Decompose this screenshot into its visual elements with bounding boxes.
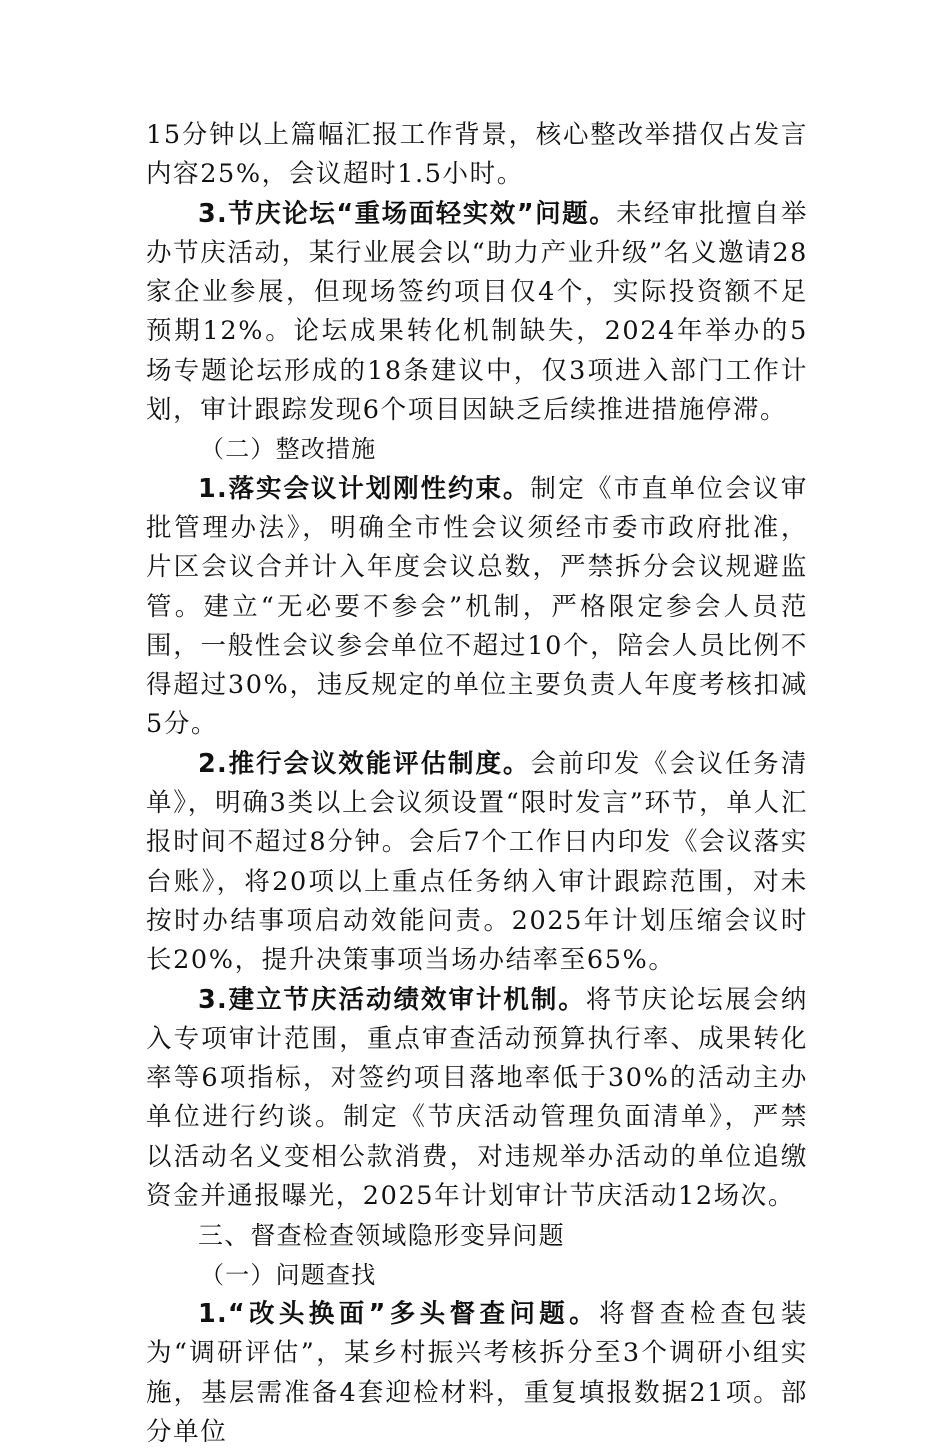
subsection-heading-rectification: （二）整改措施 — [200, 435, 377, 464]
paragraph-heading: 3.节庆论坛“重场面轻实效”问题。 — [198, 198, 617, 229]
section-heading-inspection: 三、督查检查领域隐形变异问题 — [198, 1221, 565, 1251]
paragraph-continuation — [146, 116, 808, 195]
paragraph-text: 制定《市直单位会议审批管理办法》，明确全市性会议须经市委市政府批准，片区会议合并计入年度会议总数，严禁拆分会议规避监管。建立“无必要不参会”机制，严格限定参会人员范围，一般性会议参会单位不超过10个，陪会人员比例不得超过30%，违反规定的单位主要负责人年度考核扣减5分。 — [146, 473, 808, 740]
paragraph-text: 将督查检查包装为“调研评估”，某乡村振兴考核拆分至3个调研小组实施，基层需准备4套迎检材料，重复填报数据21项。部分单位 — [146, 1298, 809, 1447]
paragraph-heading: 1.“改头换面”多头督查问题。 — [198, 1298, 600, 1329]
paragraph-text: 将节庆论坛展会纳入专项审计范围，重点审查活动预算执行率、成果转化率等6项指标，对签约项目落地率低于30%的活动主办单位进行约谈。制定《节庆活动管理负面清单》，严禁以活动名义变相公款消费，对违规举办活动的单位追缴资金并通报曝光，2025年计划审计节庆活动12场次。 — [146, 984, 808, 1212]
document-page — [146, 116, 808, 1452]
paragraph-text: 会前印发《会议任务清单》，明确3类以上会议须设置“限时发言”环节，单人汇报时间不超过8分钟。会后7个工作日内印发《会议落实台账》，将20项以上重点任务纳入审计跟踪范围，对未按时办结事项启动效能问责。2025年计划压缩会议时长20%，提升决策事项当场办结率至65%。 — [146, 748, 808, 976]
paragraph-heading: 2.推行会议效能评估制度。 — [198, 748, 531, 779]
paragraph-festival-audit — [146, 981, 808, 1217]
paragraph-meeting-efficiency — [146, 745, 808, 981]
paragraph-text: 15分钟以上篇幅汇报工作背景，核心整改举措仅占发言内容25%，会议超时1.5小时。 — [146, 120, 808, 190]
paragraph-festival-forum-problem — [146, 195, 808, 431]
paragraph-multi-inspection — [146, 1295, 808, 1452]
paragraph-text: 未经审批擅自举办节庆活动，某行业展会以“助力产业升级”名义邀请28家企业参展，但现场签约项目仅4个，实际投资额不足预期12%。论坛成果转化机制缺失，2024年举办的5场专题论坛形成的18条建议中，仅3项进入部门工作计划，审计跟踪发现6个项目因缺乏后续推进措施停滞。 — [146, 198, 808, 426]
paragraph-heading: 1.落实会议计划刚性约束。 — [198, 473, 531, 504]
paragraph-heading: 3.建立节庆活动绩效审计机制。 — [198, 984, 586, 1015]
paragraph-meeting-plan — [146, 470, 808, 745]
subsection-heading-problems: （一）问题查找 — [200, 1260, 377, 1289]
